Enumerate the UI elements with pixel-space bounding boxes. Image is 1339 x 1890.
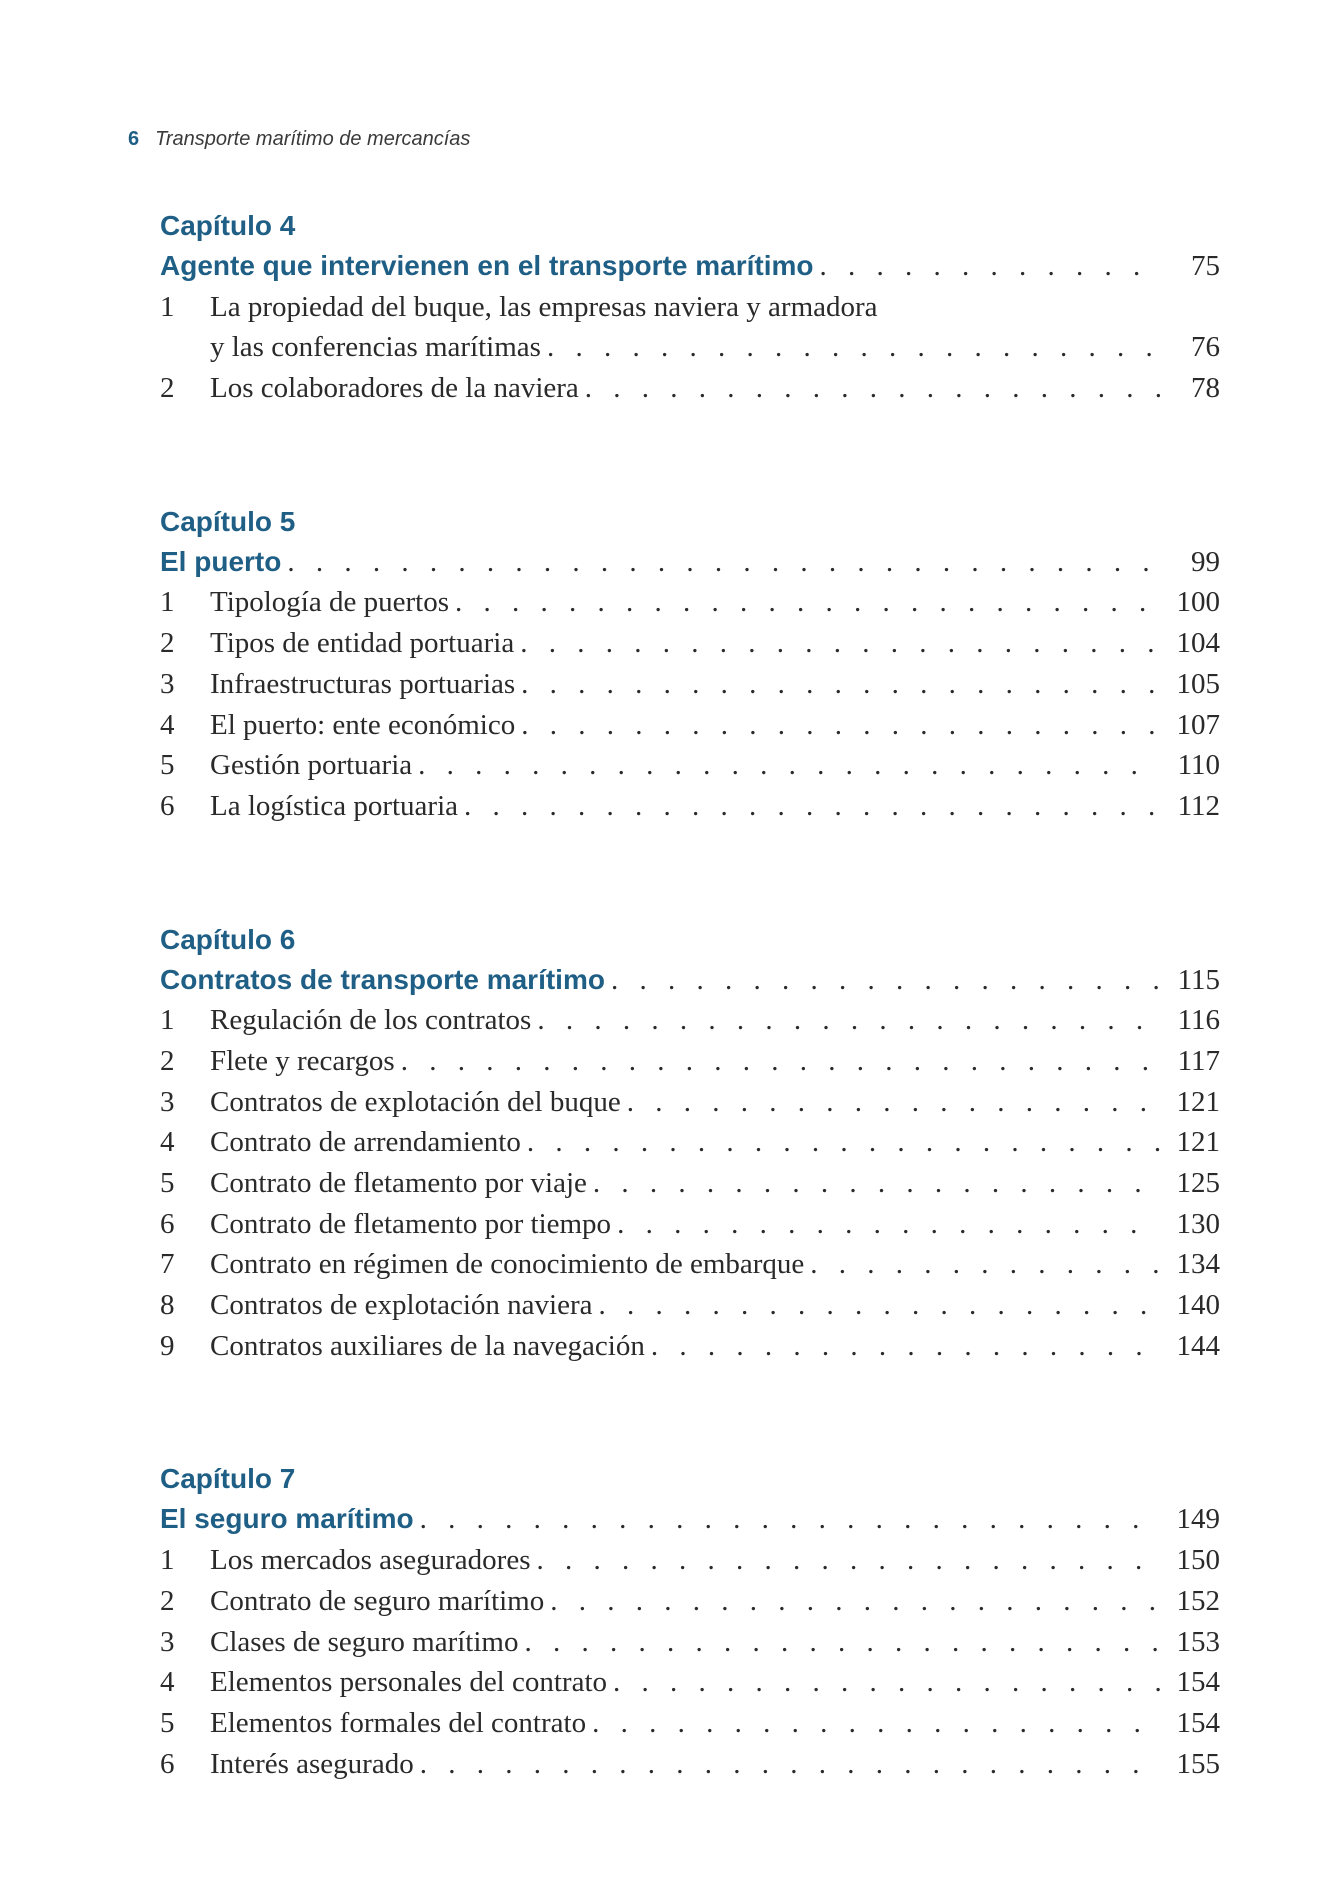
dot-leader <box>593 1163 1160 1204</box>
page-number: 117 <box>1177 1044 1220 1077</box>
page-number: 140 <box>1176 1289 1220 1322</box>
dot-leader <box>617 1204 1160 1245</box>
section-title: La propiedad del buque, las empresas naviera y armadora <box>210 290 878 323</box>
chapter-title: El seguro marítimo <box>160 1503 414 1535</box>
toc-entry-continuation[interactable] <box>160 327 1220 368</box>
page-number: 153 <box>1176 1625 1220 1658</box>
section-number: 6 <box>160 1207 175 1240</box>
page-number: 107 <box>1176 708 1220 741</box>
section-number: 1 <box>160 1544 175 1577</box>
section-title: Contrato de seguro marítimo <box>210 1584 545 1617</box>
dot-leader <box>287 542 1160 583</box>
section-number: 1 <box>160 290 175 323</box>
dot-leader <box>521 664 1160 705</box>
running-head <box>128 128 470 151</box>
toc-entry[interactable] <box>160 1122 1220 1163</box>
toc-entry[interactable] <box>160 745 1220 786</box>
dot-leader <box>611 960 1160 1001</box>
dot-leader <box>651 1326 1160 1367</box>
toc-entry[interactable] <box>160 1285 1220 1326</box>
toc-entry[interactable] <box>160 1326 1220 1367</box>
toc-entry[interactable] <box>160 664 1220 705</box>
section-number: 5 <box>160 1706 175 1739</box>
section-title: Los colaboradores de la naviera <box>210 372 579 405</box>
dot-leader <box>401 1041 1160 1082</box>
section-title: La logística portuaria <box>210 789 459 822</box>
dot-leader <box>537 1540 1161 1581</box>
section-number: 4 <box>160 1126 175 1159</box>
toc-entry[interactable] <box>160 1662 1220 1703</box>
dot-leader <box>524 1622 1160 1663</box>
section-title-continuation: y las conferencias marítimas <box>210 331 541 364</box>
section-title: Flete y recargos <box>210 1044 395 1077</box>
toc-entry[interactable] <box>160 705 1220 746</box>
dot-leader <box>455 582 1160 623</box>
page-number: 121 <box>1176 1085 1220 1118</box>
page-number: 115 <box>1177 963 1220 996</box>
toc-entry[interactable] <box>160 1581 1220 1622</box>
toc-entry[interactable] <box>160 1744 1220 1785</box>
chapter-label: Capítulo 5 <box>160 505 296 537</box>
chapter-section <box>160 1458 1220 1784</box>
header-page-number: 6 <box>128 128 140 150</box>
dot-leader <box>592 1703 1160 1744</box>
section-number: 8 <box>160 1289 175 1322</box>
section-number: 6 <box>160 1747 175 1780</box>
toc-entry[interactable] <box>160 1540 1220 1581</box>
section-title: Regulación de los contratos <box>210 1004 532 1037</box>
page-number: 144 <box>1176 1329 1220 1362</box>
dot-leader <box>418 745 1160 786</box>
section-number: 4 <box>160 708 175 741</box>
toc-entry[interactable] <box>160 786 1220 827</box>
chapter-title-row[interactable] <box>160 246 1220 287</box>
section-number: 5 <box>160 749 175 782</box>
chapter-title: Agente que intervienen en el transporte marítimo <box>160 250 814 281</box>
toc-entry[interactable] <box>160 368 1220 409</box>
dot-leader <box>599 1285 1160 1326</box>
page-number: 155 <box>1176 1747 1220 1780</box>
section-number: 4 <box>160 1666 175 1699</box>
section-title: Los mercados aseguradores <box>210 1544 531 1577</box>
section-number: 2 <box>160 1044 175 1077</box>
dot-leader <box>527 1122 1160 1163</box>
toc-entry[interactable] <box>160 1041 1220 1082</box>
chapter-title-row[interactable] <box>160 542 1220 583</box>
section-title: Contratos de explotación naviera <box>210 1289 593 1322</box>
chapter-title-row[interactable] <box>160 960 1220 1001</box>
section-title: El puerto: ente económico <box>210 708 516 741</box>
toc-entry[interactable] <box>160 1703 1220 1744</box>
chapter-section <box>160 205 1220 409</box>
dot-leader <box>420 1744 1160 1785</box>
section-title: Gestión portuaria <box>210 749 413 782</box>
page-number: 112 <box>1177 789 1220 822</box>
section-title: Contrato de arrendamiento <box>210 1126 521 1159</box>
page-number: 99 <box>1191 545 1220 578</box>
section-number: 2 <box>160 1584 175 1617</box>
dot-leader <box>521 705 1160 746</box>
page-number: 121 <box>1176 1126 1220 1159</box>
chapter-title-row[interactable] <box>160 1499 1220 1540</box>
toc-entry[interactable] <box>160 1082 1220 1123</box>
dot-leader <box>547 327 1160 368</box>
section-number: 1 <box>160 1004 175 1037</box>
section-number: 1 <box>160 586 175 619</box>
section-number: 2 <box>160 372 175 405</box>
toc-entry[interactable] <box>160 1163 1220 1204</box>
page-number: 78 <box>1191 372 1220 405</box>
page-number: 130 <box>1176 1207 1220 1240</box>
dot-leader <box>585 368 1160 409</box>
toc-entry[interactable] <box>160 1000 1220 1041</box>
page-number: 134 <box>1176 1248 1220 1281</box>
page-number: 154 <box>1176 1706 1220 1739</box>
toc-entry[interactable] <box>160 287 1220 328</box>
section-title: Elementos personales del contrato <box>210 1666 608 1699</box>
section-number: 3 <box>160 1625 175 1658</box>
chapter-label: Capítulo 6 <box>160 923 296 955</box>
section-title: Contrato de fletamento por tiempo <box>210 1207 612 1240</box>
section-title: Tipología de puertos <box>210 586 449 619</box>
page-number: 100 <box>1176 586 1220 619</box>
section-title: Contratos de explotación del buque <box>210 1085 621 1118</box>
section-number: 7 <box>160 1248 175 1281</box>
section-title: Contrato de fletamento por viaje <box>210 1167 587 1199</box>
dot-leader <box>520 623 1160 664</box>
dot-leader <box>464 786 1160 827</box>
dot-leader <box>810 1244 1160 1285</box>
section-number: 2 <box>160 627 175 660</box>
dot-leader <box>537 1000 1160 1041</box>
section-title: Contratos auxiliares de la navegación <box>210 1329 645 1362</box>
page-number: 75 <box>1191 250 1220 282</box>
page-number: 152 <box>1176 1584 1220 1617</box>
toc-entry[interactable] <box>160 623 1220 664</box>
page-number: 125 <box>1176 1167 1220 1199</box>
chapter-label: Capítulo 7 <box>160 1463 296 1495</box>
table-of-contents <box>160 205 1220 1784</box>
page-number: 116 <box>1177 1004 1220 1037</box>
chapter-section <box>160 501 1220 827</box>
chapter-title: Contratos de transporte marítimo <box>160 963 605 995</box>
page-number: 154 <box>1176 1666 1220 1699</box>
section-title: Clases de seguro marítimo <box>210 1625 519 1658</box>
section-number: 6 <box>160 789 175 822</box>
section-title: Contrato en régimen de conocimiento de embarque <box>210 1248 805 1281</box>
section-number: 5 <box>160 1167 175 1199</box>
page-number: 149 <box>1176 1503 1220 1536</box>
toc-entry[interactable] <box>160 1244 1220 1285</box>
dot-leader <box>627 1082 1160 1123</box>
section-number: 3 <box>160 1085 175 1118</box>
chapter-title: El puerto <box>160 545 282 577</box>
section-title: Tipos de entidad portuaria <box>210 627 515 660</box>
page-number: 76 <box>1191 331 1220 364</box>
dot-leader <box>819 246 1160 287</box>
toc-entry[interactable] <box>160 582 1220 623</box>
section-title: Infraestructuras portuarias <box>210 667 516 700</box>
page-number: 110 <box>1177 749 1220 782</box>
chapter-section <box>160 919 1220 1367</box>
dot-leader <box>420 1499 1160 1540</box>
dot-leader <box>550 1581 1160 1622</box>
section-title: Elementos formales del contrato <box>210 1706 587 1739</box>
section-number: 3 <box>160 667 175 700</box>
chapter-label: Capítulo 4 <box>160 210 296 241</box>
toc-entry[interactable] <box>160 1622 1220 1663</box>
page-number: 150 <box>1176 1544 1220 1577</box>
page-number: 104 <box>1176 627 1220 660</box>
page-number: 105 <box>1176 667 1220 700</box>
toc-entry[interactable] <box>160 1204 1220 1245</box>
section-title: Interés asegurado <box>210 1747 414 1780</box>
dot-leader <box>613 1662 1160 1703</box>
section-number: 9 <box>160 1329 175 1362</box>
header-book-title: Transporte marítimo de mercancías <box>155 128 471 150</box>
